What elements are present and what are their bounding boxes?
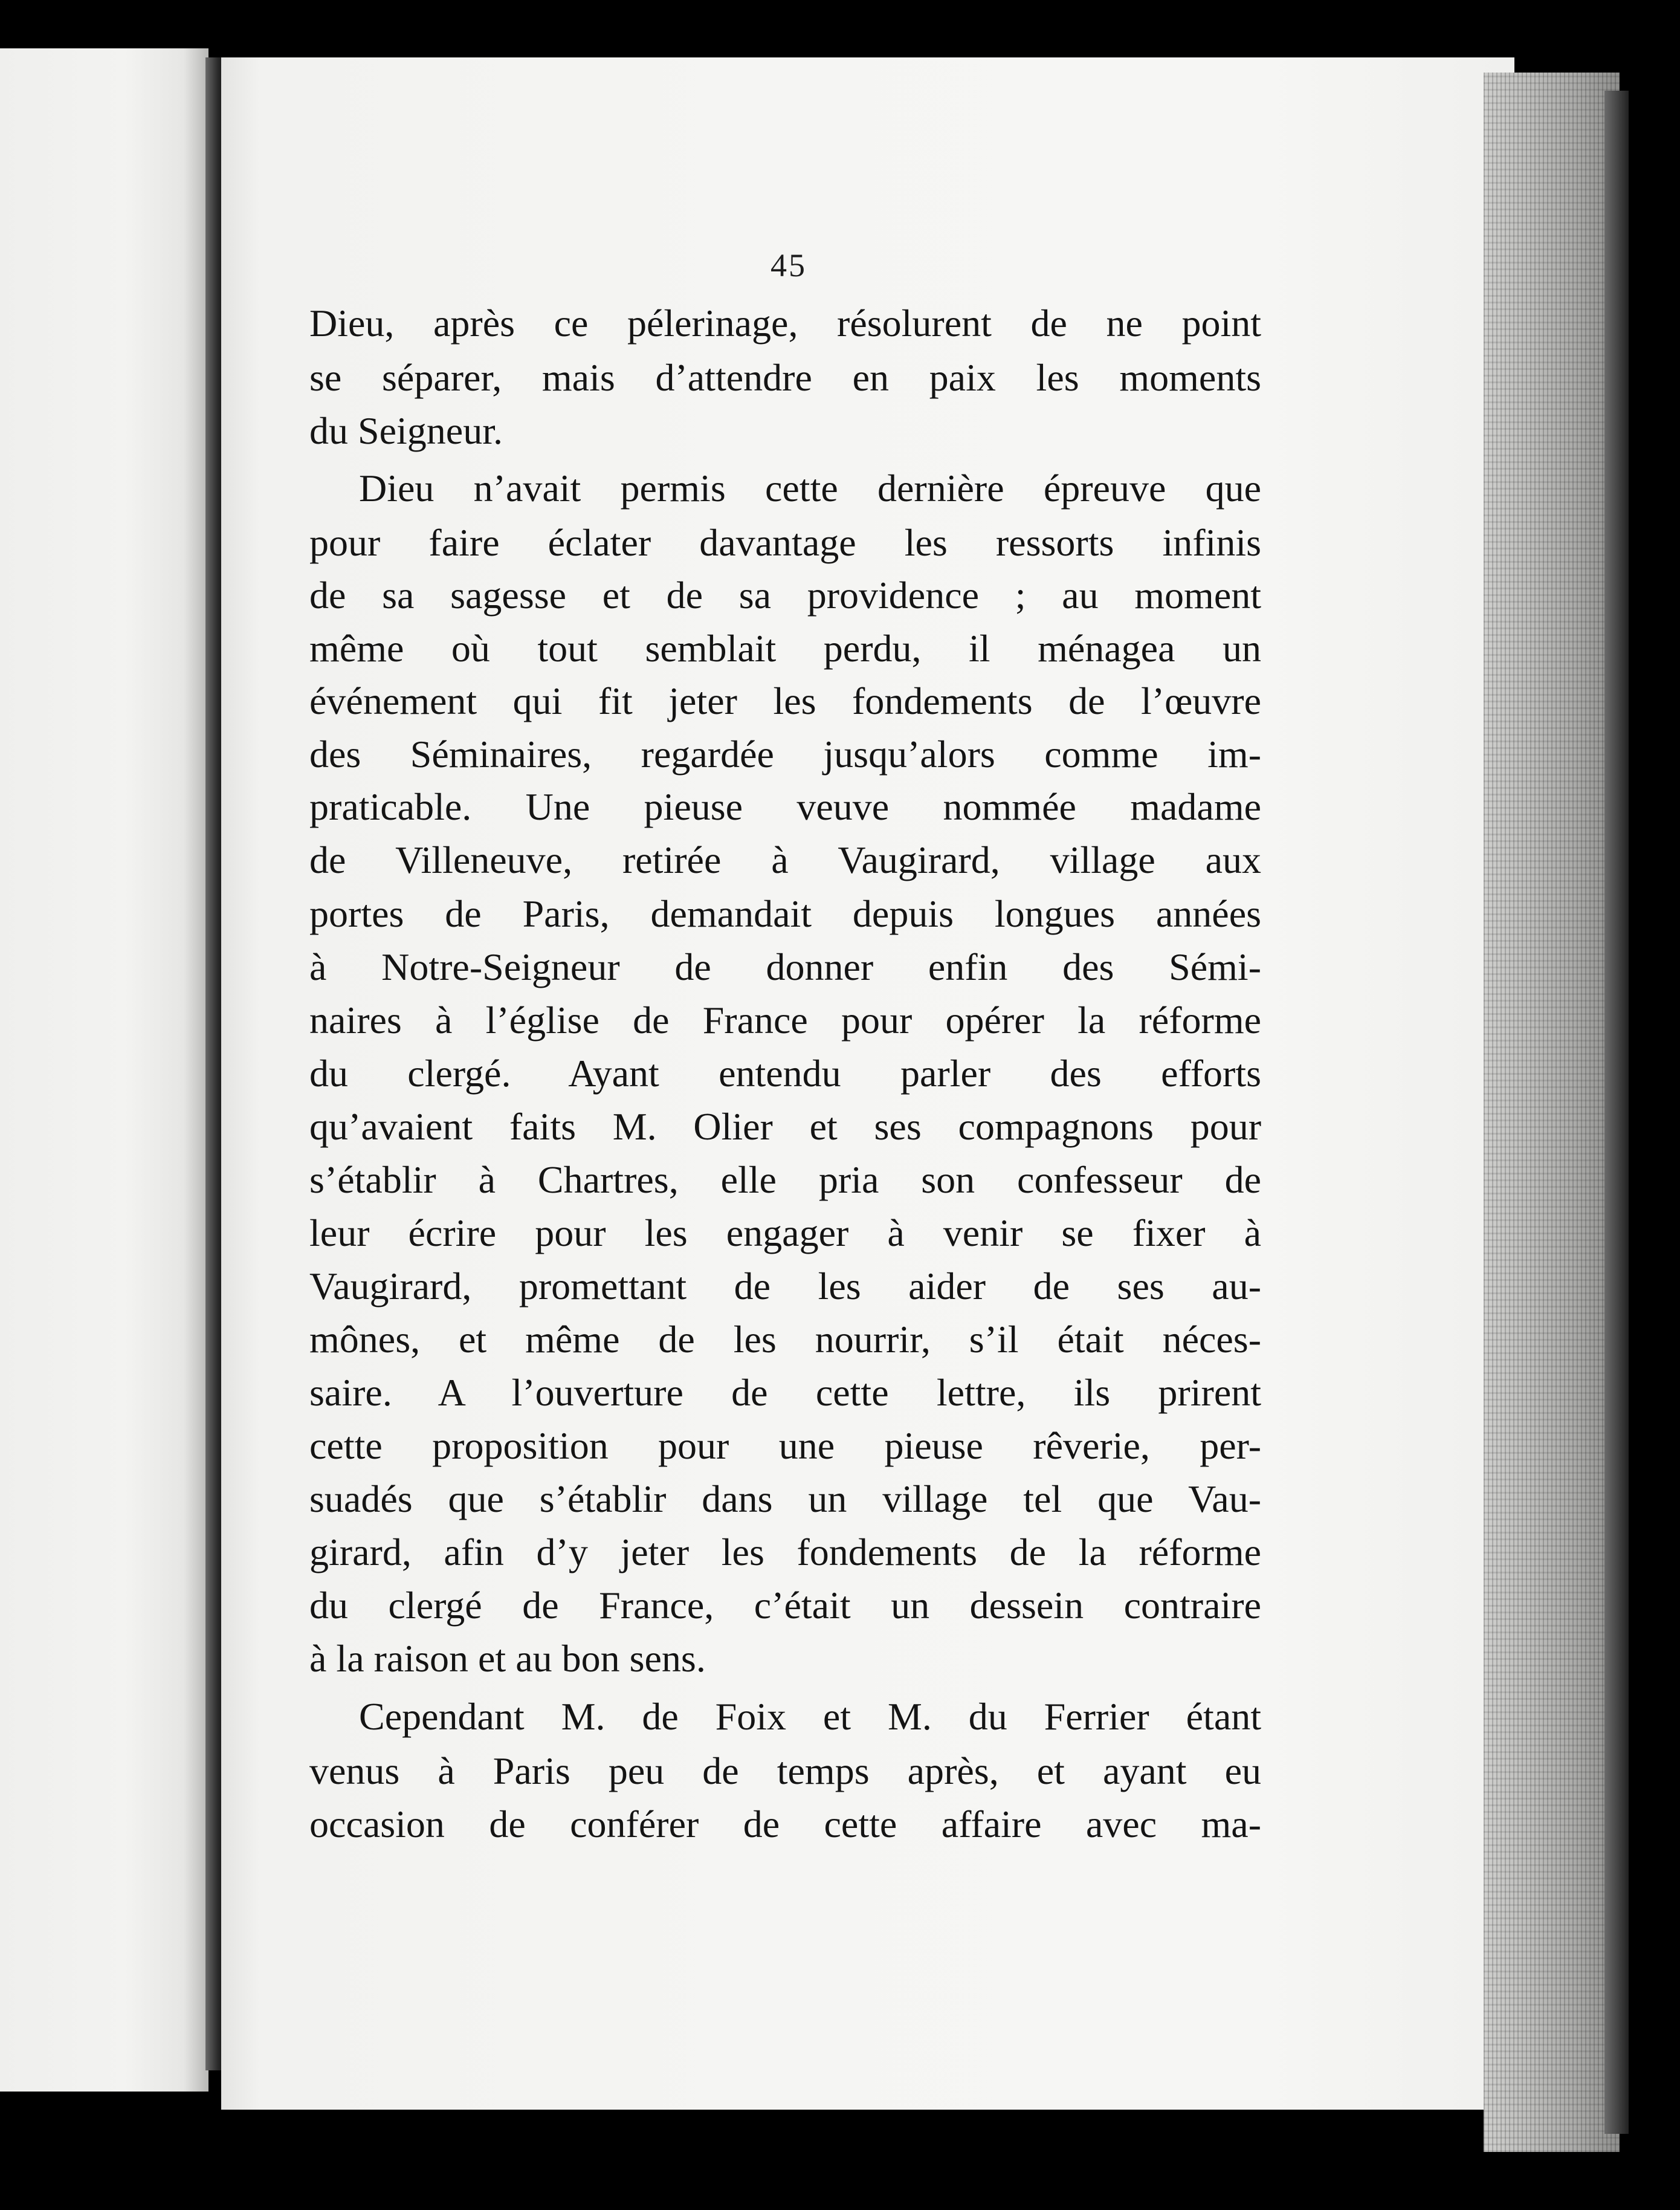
text-line: à Notre-Seigneur de donner enfin des Sémi- <box>309 945 1261 988</box>
text-line: pour faire éclater davantage les ressorts infinis <box>309 521 1261 564</box>
book-fore-edge <box>1484 73 1620 2152</box>
text-line: de sa sagesse et de sa providence ; au moment <box>309 574 1261 617</box>
text-line: se séparer, mais d’attendre en paix les moments <box>309 356 1261 399</box>
text-line: girard, afin d’y jeter les fondements de la réforme <box>309 1531 1261 1573</box>
page-number: 45 <box>771 247 807 284</box>
text-line: cette proposition pour une pieuse rêverie, per- <box>309 1424 1261 1467</box>
text-line: occasion de conférer de cette affaire avec ma- <box>309 1803 1261 1845</box>
text-line: Cependant M. de Foix et M. du Ferrier étant <box>359 1695 1261 1738</box>
text-line: praticable. Une pieuse veuve nommée madame <box>309 785 1261 828</box>
text-line: des Séminaires, regardée jusqu’alors comme im- <box>309 733 1261 776</box>
text-line: Dieu n’avait permis cette dernière épreuve que <box>359 467 1261 510</box>
text-line: mônes, et même de les nourrir, s’il était néces- <box>309 1318 1261 1361</box>
text-line: du Seigneur. <box>309 409 503 452</box>
text-line: du clergé de France, c’était un dessein contraire <box>309 1584 1261 1627</box>
text-line: de Villeneuve, retirée à Vaugirard, village aux <box>309 838 1261 881</box>
text-line: suadés que s’établir dans un village tel que Vau- <box>309 1477 1261 1520</box>
text-line: du clergé. Ayant entendu parler des efforts <box>309 1052 1261 1095</box>
text-line: à la raison et au bon sens. <box>309 1637 706 1680</box>
text-line: événement qui fit jeter les fondements de l’œuvre <box>309 679 1261 722</box>
text-line: Dieu, après ce pélerinage, résolurent de ne point <box>309 302 1261 345</box>
text-line: qu’avaient faits M. Olier et ses compagnons pour <box>309 1105 1261 1148</box>
left-facing-page <box>0 48 208 2092</box>
book-fore-edge-shadow <box>1604 91 1629 2134</box>
text-line: naires à l’église de France pour opérer la réforme <box>309 999 1261 1042</box>
text-line: même où tout semblait perdu, il ménagea un <box>309 627 1261 670</box>
text-line: leur écrire pour les engager à venir se fixer à <box>309 1211 1261 1254</box>
text-line: Vaugirard, promettant de les aider de ses au- <box>309 1265 1261 1308</box>
text-line: saire. A l’ouverture de cette lettre, ils prirent <box>309 1371 1261 1414</box>
text-line: portes de Paris, demandait depuis longues années <box>309 892 1261 935</box>
text-line: venus à Paris peu de temps après, et ayant eu <box>309 1749 1261 1792</box>
text-line: s’établir à Chartres, elle pria son confesseur de <box>309 1158 1261 1201</box>
